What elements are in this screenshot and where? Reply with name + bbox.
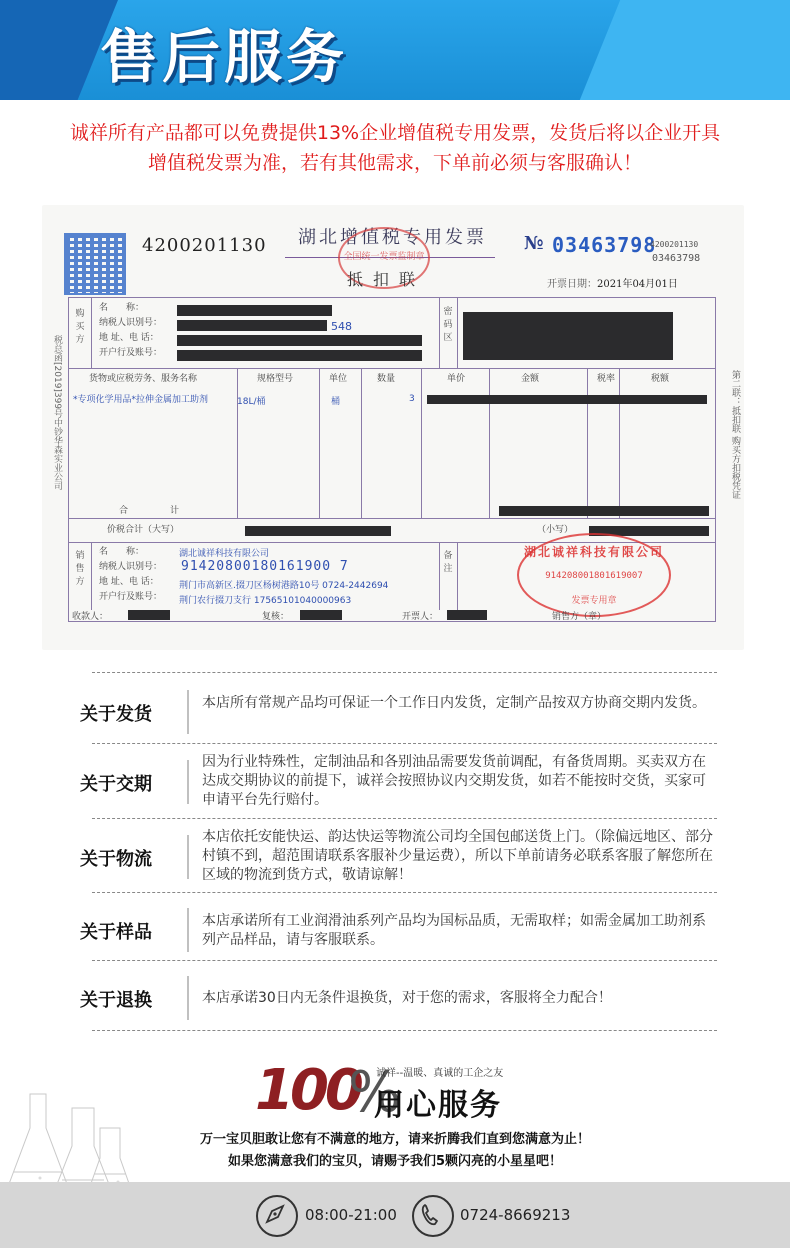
redacted-block <box>177 320 327 331</box>
compass-clock-icon <box>256 1195 298 1237</box>
divider <box>92 672 717 673</box>
col-tax: 税额 <box>651 374 670 384</box>
col-amount: 金额 <box>521 374 540 384</box>
grid-line <box>439 298 440 368</box>
seller-stamp-label: 销售方（章） <box>552 612 607 622</box>
service-title-returns: 关于退换 <box>80 990 152 1011</box>
item-name: *专项化学用品*拉伸金属加工助剂 <box>73 395 209 405</box>
grid-line <box>619 368 620 518</box>
service-text-logistics: 本店依托安能快运、韵达快运等物流公司均全国包邮送货上门。（除偏远地区、部分村镇不到，超范围请联系客服补少量运费），所以下单前请务必联系客服了解您所在区域的物流到货方式，敬请谅解！ <box>202 829 713 883</box>
divider <box>92 960 717 961</box>
divider <box>92 743 717 744</box>
col-qty: 数量 <box>377 374 396 384</box>
grid-line <box>91 298 92 368</box>
service-text-samples: 本店承诺所有工业润滑油系列产品均为国标品质，无需取样；如需金属加工助剂系列产品样品，请与客服联系。 <box>202 913 706 948</box>
divider <box>92 1030 717 1031</box>
invoice-date-value: 2021年04月01日 <box>597 279 678 290</box>
invoice-title: 湖北增值税专用发票 <box>298 227 487 248</box>
contact-bar <box>0 1182 790 1248</box>
grid-line <box>361 368 362 518</box>
intro-line-1: 诚祥所有产品都可以免费提供13%企业增值税专用发票，发货后将以企业开具 <box>69 122 721 144</box>
grid-line <box>587 368 588 518</box>
divider <box>92 892 717 893</box>
service-title-shipping: 关于发货 <box>80 704 152 725</box>
grid-line <box>91 542 92 610</box>
col-unit: 单位 <box>329 374 348 384</box>
buyer-field-name: 名 称： <box>99 303 145 313</box>
promo-line-2: 如果您满意我们的宝贝，请赐予我们5颗闪亮的小星星吧！ <box>227 1154 563 1169</box>
service-text-delivery: 因为行业特殊性，定制油品和各别油品需要发货前调配，有备货周期。买卖双方在达成交期协议的前提下，诚祥会按照协议内交期发货，如若不能按时交货，买家可申请平台先行赔付。 <box>202 754 706 808</box>
seller-address: 荆门市高新区.掇刀区杨树港路10号 0724-2442694 <box>179 581 389 591</box>
reviewer-label: 复核： <box>262 612 290 622</box>
page-title: 售后服务 <box>100 23 349 91</box>
seller-field-name: 名 称： <box>99 547 145 557</box>
invoice-copy-label: 抵扣联 <box>347 270 426 289</box>
redacted-block <box>427 395 707 404</box>
col-goods-name: 货物或应税劳务、服务名称 <box>89 374 198 384</box>
stamp-id: 914208001801619007 <box>545 571 643 581</box>
redacted-block <box>300 610 342 620</box>
phone-icon <box>412 1195 454 1237</box>
grid-line <box>237 368 238 518</box>
invoice-image <box>42 205 744 650</box>
buyer-partial-id: 548 <box>331 320 352 333</box>
buyer-label: 购买方 <box>75 309 85 345</box>
redacted-block <box>463 312 673 360</box>
seller-field-address: 地 址、电 话： <box>99 577 159 587</box>
intro-line-2: 增值税发票为准，若有其他需求，下单前必须与客服确认！ <box>147 152 642 174</box>
grid-line <box>457 542 458 610</box>
divider <box>92 818 717 819</box>
grid-line <box>457 298 458 368</box>
secret-area-label: 密码区 <box>443 307 453 343</box>
grid-line <box>489 368 490 518</box>
promo-percent: % <box>348 1060 402 1125</box>
header-stripe-light <box>580 0 790 100</box>
small-amount-label: （小写） <box>537 525 574 535</box>
redacted-block <box>177 335 422 346</box>
service-hours: 08:00-21:00 <box>305 1206 397 1224</box>
seller-tax-id: 91420800180161900 7 <box>181 559 349 574</box>
supervision-stamp-text: 全国统一发票监制章 <box>343 252 425 262</box>
redacted-block <box>128 610 170 620</box>
item-spec: 18L/桶 <box>237 397 266 407</box>
header-banner <box>0 0 790 100</box>
grid-line <box>421 368 422 518</box>
total-label: 合 计 <box>119 506 188 516</box>
item-qty: 3 <box>409 394 415 404</box>
col-tax-rate: 税率 <box>597 374 616 384</box>
invoice-code: 4200201130 <box>142 235 267 256</box>
redacted-block <box>177 350 422 361</box>
invoice-side-right-text: 第二联：抵扣联 购买方扣税凭证 <box>730 370 740 499</box>
invoice-small-number: 03463798 <box>652 253 701 264</box>
promo-hundred: 100 <box>255 1058 360 1123</box>
service-separator <box>187 976 189 1020</box>
service-title-delivery: 关于交期 <box>80 774 152 795</box>
seller-bank: 荆门农行掇刀支行 17565101040000963 <box>179 596 352 606</box>
remark-label: 备注 <box>443 551 453 574</box>
promo-tagline: 诚祥--温暖、真诚的工企之友 <box>376 1068 504 1079</box>
redacted-block <box>245 526 391 536</box>
seller-field-id: 纳税人识别号： <box>99 562 163 572</box>
buyer-field-bank: 开户行及账号： <box>99 348 163 358</box>
grid-line <box>439 542 440 610</box>
invoice-number: 03463798 <box>552 233 657 257</box>
payee-label: 收款人： <box>72 612 109 622</box>
stamp-company: 湖北诚祥科技有限公司 <box>523 545 664 559</box>
stamp-purpose: 发票专用章 <box>571 596 617 606</box>
service-phone[interactable]: 0724-8669213 <box>460 1206 571 1224</box>
grid-line <box>319 368 320 518</box>
invoice-date-label: 开票日期： <box>547 279 597 290</box>
seller-field-bank: 开户行及账号： <box>99 592 163 602</box>
invoice-small-code: 4200201130 <box>650 240 699 249</box>
service-text-returns: 本店承诺30日内无条件退换货，对于您的需求，客服将全力配合！ <box>202 990 612 1006</box>
promo-heading: 用心服务 <box>374 1088 502 1123</box>
service-separator <box>187 760 189 804</box>
tax-total-label: 价税合计（大写） <box>107 525 180 535</box>
service-separator <box>187 835 189 879</box>
col-spec: 规格型号 <box>257 374 294 384</box>
intro-notice <box>20 118 770 178</box>
col-price: 单价 <box>447 374 466 384</box>
redacted-block <box>447 610 487 620</box>
seller-name: 湖北诚祥科技有限公司 <box>179 549 270 559</box>
redacted-block <box>499 506 709 516</box>
promo-line-1: 万一宝贝胆敢让您有不满意的地方，请来折腾我们直到您满意为止！ <box>199 1132 590 1147</box>
grid-line <box>69 518 715 519</box>
seller-invoice-stamp <box>517 533 671 617</box>
invoice-no-symbol: № <box>524 233 544 254</box>
drawer-label: 开票人： <box>402 612 439 622</box>
redacted-block <box>177 305 332 316</box>
invoice-date <box>547 275 678 290</box>
service-title-samples: 关于样品 <box>80 922 152 943</box>
buyer-field-id: 纳税人识别号： <box>99 318 163 328</box>
service-text-shipping: 本店所有常规产品均可保证一个工作日内发货，定制产品按双方协商交期内发货。 <box>202 695 706 711</box>
invoice-side-left-text: 税总函[2019]399号中钞华森实业公司 <box>52 335 62 491</box>
buyer-field-address: 地 址、电 话： <box>99 333 159 343</box>
item-unit: 桶 <box>331 397 341 407</box>
service-title-logistics: 关于物流 <box>80 849 152 870</box>
qr-code-icon <box>64 233 126 295</box>
service-separator <box>187 690 189 734</box>
service-separator <box>187 908 189 952</box>
seller-label: 销售方 <box>75 551 85 587</box>
